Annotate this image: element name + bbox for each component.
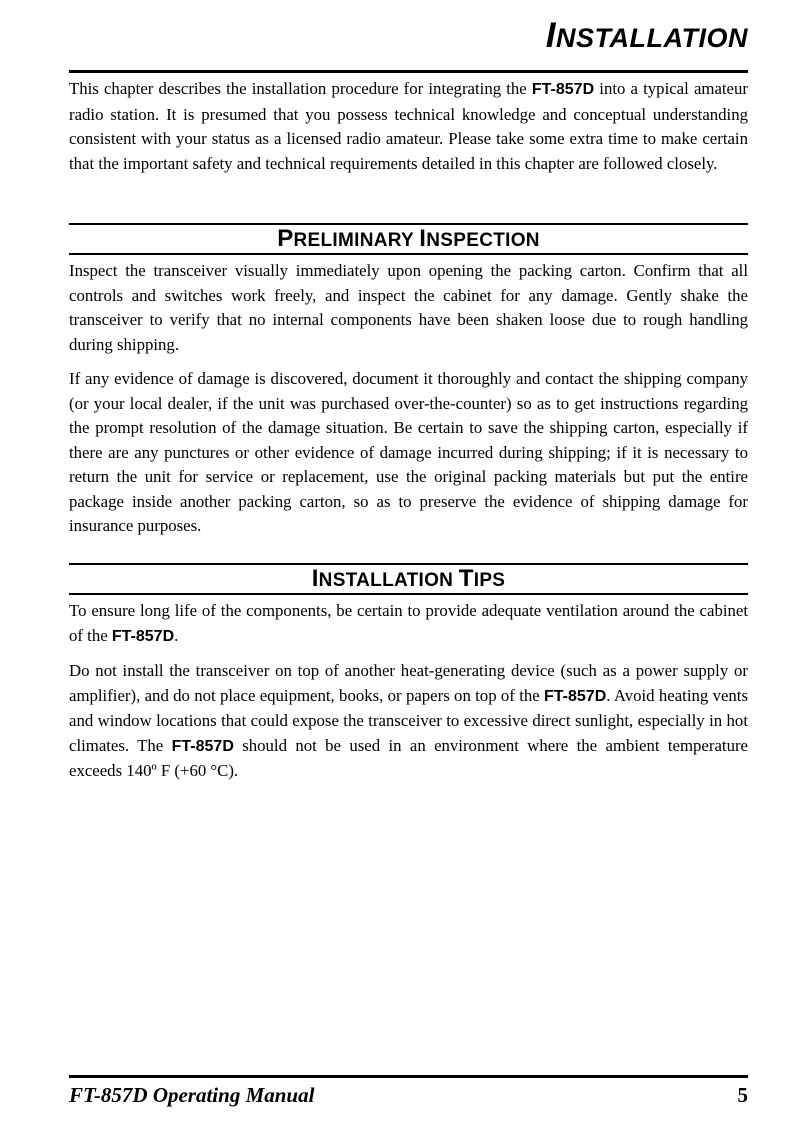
- installation-tips-section: [69, 599, 748, 784]
- manual-page: [69, 0, 748, 1122]
- model-name: FT-857D: [111, 627, 175, 645]
- chapter-title-rest: NSTALLATION: [556, 23, 748, 53]
- tips-paragraph-2: Do not install the transceiver on top of another heat-generating device (such as a power supply or amplifier), and do not place equipment, books, or papers on top of the FT-857D. Avoid heating vents and window locations that could expose the transceiver to excessive direct sunlight, especially in hot climates. The FT-857D should not be used in an environment where the ambient temperature exceeds 140º F (+60 °C).: [69, 661, 748, 780]
- page-number: 5: [737, 1083, 748, 1107]
- footer-rule: [69, 1075, 748, 1078]
- tips-paragraph-1: To ensure long life of the components, be certain to provide adequate ventilation around the cabinet of the FT-857D.: [69, 601, 748, 645]
- chapter-title: [545, 16, 748, 55]
- intro-section: [69, 77, 748, 176]
- inspection-paragraph-2: If any evidence of damage is discovered, document it thoroughly and contact the shipping company (or your local dealer, if the unit was purchased over-the-counter) so as to get instructions regarding the prompt resolution of the damage situation. Be certain to save the shipping carton, especially if there are any punctures or other evidence of damage incurred during shipping; if it is necessary to return the unit for service or replacement, use the original packing materials but put the entire package inside another packing carton, so as to preserve the evidence of shipping damage for insurance purposes.: [69, 369, 748, 535]
- section-heading-preliminary-inspection: PRELIMINARY INSPECTION: [277, 225, 540, 252]
- chapter-title-rule: [69, 70, 748, 73]
- model-name: FT-857D: [544, 687, 607, 705]
- preliminary-inspection-section: [69, 259, 748, 539]
- section-rule-bottom: [69, 593, 748, 595]
- footer-manual-title: FT-857D Operating Manual: [69, 1083, 315, 1107]
- intro-paragraph: This chapter describes the installation procedure for integrating the FT-857D into a typical amateur radio station. It is presumed that you possess technical knowledge and conceptual understanding consistent with your status as a licensed radio amateur. Please take some extra time to make certain that the important safety and technical requirements detailed in this chapter are followed closely.: [69, 79, 748, 173]
- model-name: FT-857D: [531, 81, 595, 98]
- inspection-paragraph-1: Inspect the transceiver visually immediately upon opening the packing carton. Confirm that all controls and switches work freely, and inspect the cabinet for any damage. Gently shake the transceiver to verify that no internal components have been shaken loose due to rough handling during shipping.: [69, 261, 748, 354]
- model-name: FT-857D: [171, 737, 234, 755]
- section-rule-top: [69, 223, 748, 225]
- section-rule-bottom: [69, 253, 748, 255]
- section-rule-top: [69, 563, 748, 565]
- section-heading-installation-tips: INSTALLATION TIPS: [311, 565, 506, 592]
- chapter-title-initial: I: [545, 16, 557, 55]
